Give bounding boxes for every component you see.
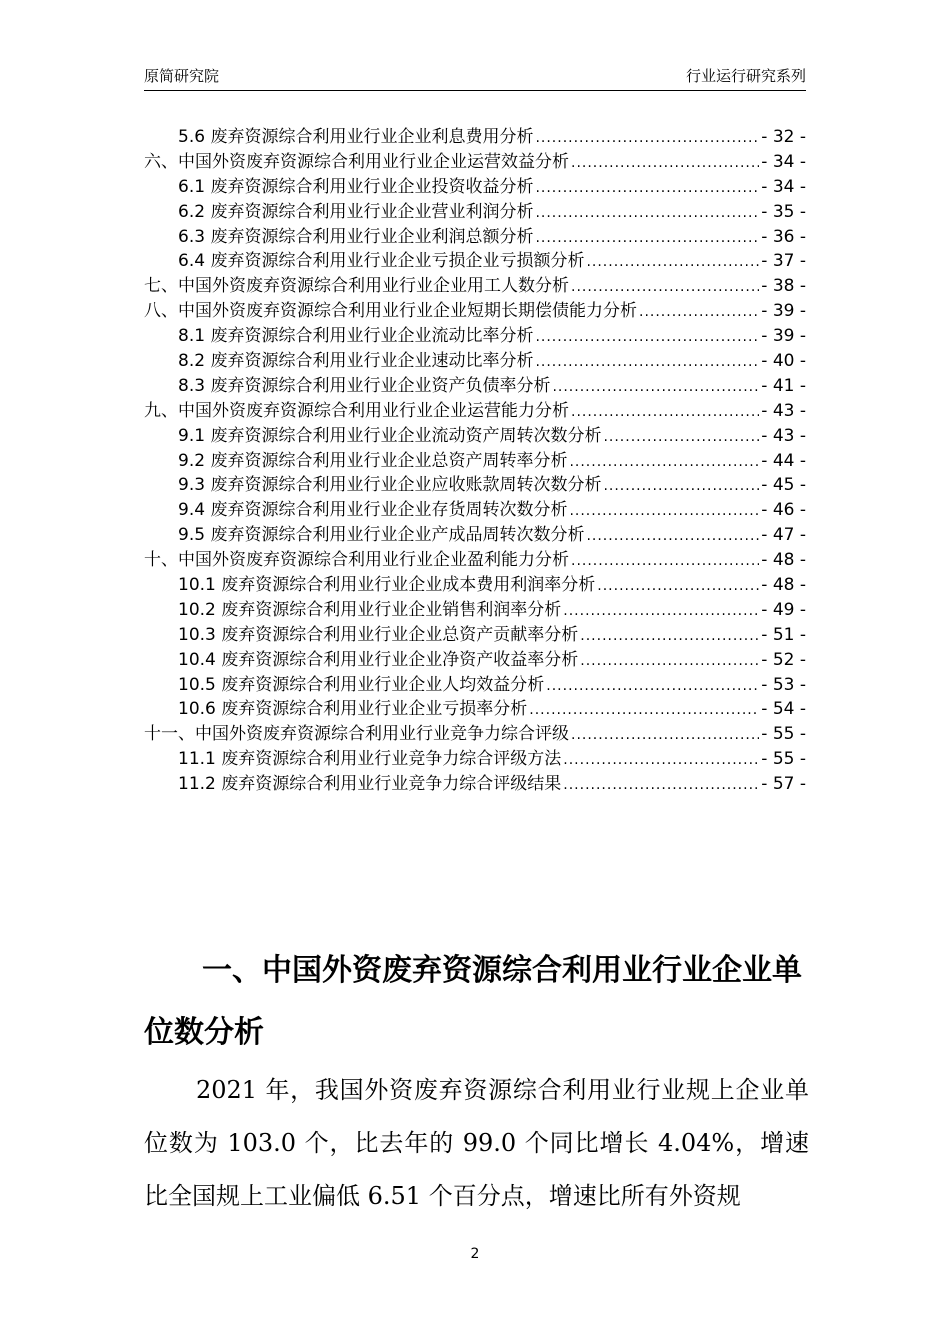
toc-entry-title: 10.1 废弃资源综合利用业行业企业成本费用利润率分析 (178, 575, 596, 596)
toc-entry[interactable] (144, 498, 806, 523)
section-paragraph: 2021 年，我国外资废弃资源综合利用业行业规上企业单位数为 103.0 个，比去年的 99.0 个同比增长 4.04%，增速比全国规上工业偏低 6.51 个百分点，增速比所有外资规 (144, 1076, 809, 1210)
toc-entry-page: - 48 - (761, 575, 806, 596)
toc-entry[interactable] (144, 772, 806, 797)
toc-entry[interactable] (144, 747, 806, 772)
toc-entry-title: 6.1 废弃资源综合利用业行业企业投资收益分析 (178, 176, 534, 197)
toc-entry-title: 10.5 废弃资源综合利用业行业企业人均效益分析 (178, 674, 545, 695)
toc-entry-page: - 48 - (761, 550, 806, 571)
toc-entry[interactable] (144, 473, 806, 498)
toc-entry-title: 10.3 废弃资源综合利用业行业企业总资产贡献率分析 (178, 624, 579, 645)
toc-entry-title: 10.6 废弃资源综合利用业行业企业亏损率分析 (178, 699, 528, 720)
toc-entry[interactable] (144, 424, 806, 449)
toc-leader-dots (529, 698, 759, 723)
toc-leader-dots (563, 599, 759, 624)
toc-entry-page: - 36 - (761, 226, 806, 247)
toc-leader-dots (535, 350, 759, 375)
toc-entry-title: 十一、中国外资废弃资源综合利用业行业竞争力综合评级 (144, 724, 569, 745)
toc-leader-dots (580, 624, 759, 649)
toc-entry-page: - 52 - (761, 649, 806, 670)
toc-entry-title: 六、中国外资废弃资源综合利用业行业企业运营效益分析 (144, 151, 569, 172)
toc-leader-dots (552, 375, 759, 400)
toc-leader-dots (571, 549, 759, 574)
toc-entry-page: - 39 - (761, 301, 806, 322)
toc-leader-dots (571, 151, 759, 176)
toc-entry-title: 9.5 废弃资源综合利用业行业企业产成品周转次数分析 (178, 525, 585, 546)
toc-leader-dots (535, 325, 759, 350)
toc-entry-page: - 45 - (761, 475, 806, 496)
toc-entry-title: 11.1 废弃资源综合利用业行业竞争力综合评级方法 (178, 749, 562, 770)
toc-entry-title: 9.2 废弃资源综合利用业行业企业总资产周转率分析 (178, 450, 568, 471)
toc-entry-page: - 53 - (761, 674, 806, 695)
toc-leader-dots (639, 300, 759, 325)
toc-entry-page: - 37 - (761, 251, 806, 272)
toc-entry-title: 八、中国外资废弃资源综合利用业行业企业短期长期偿债能力分析 (144, 301, 637, 322)
header-series-name: 行业运行研究系列 (685, 67, 806, 85)
toc-entry-title: 七、中国外资废弃资源综合利用业行业企业用工人数分析 (144, 276, 569, 297)
toc-entry-page: - 44 - (761, 450, 806, 471)
toc-leader-dots (571, 275, 759, 300)
toc-entry[interactable] (144, 349, 806, 374)
toc-entry-page: - 55 - (761, 749, 806, 770)
toc-entry[interactable] (144, 548, 806, 573)
section-heading: 一、中国外资废弃资源综合利用业行业企业单位数分析 (144, 953, 802, 1050)
toc-leader-dots (586, 524, 759, 549)
page-header (144, 62, 806, 91)
toc-entry[interactable] (144, 623, 806, 648)
toc-entry[interactable] (144, 697, 806, 722)
toc-entry[interactable] (144, 648, 806, 673)
header-org-name: 原简研究院 (144, 67, 220, 85)
toc-leader-dots (546, 674, 759, 699)
toc-entry-title: 8.2 废弃资源综合利用业行业企业速动比率分析 (178, 351, 534, 372)
toc-entry[interactable] (144, 274, 806, 299)
toc-entry[interactable] (144, 299, 806, 324)
toc-entry-title: 6.2 废弃资源综合利用业行业企业营业利润分析 (178, 201, 534, 222)
toc-entry-page: - 57 - (761, 774, 806, 795)
toc-entry[interactable] (144, 200, 806, 225)
toc-entry-page: - 49 - (761, 599, 806, 620)
toc-leader-dots (571, 723, 759, 748)
toc-entry-page: - 47 - (761, 525, 806, 546)
toc-entry-page: - 34 - (761, 176, 806, 197)
toc-leader-dots (563, 773, 759, 798)
toc-entry[interactable] (144, 150, 806, 175)
toc-entry[interactable] (144, 125, 806, 150)
toc-entry[interactable] (144, 324, 806, 349)
toc-entry-title: 9.3 废弃资源综合利用业行业企业应收账款周转次数分析 (178, 475, 602, 496)
toc-entry[interactable] (144, 722, 806, 747)
toc-entry-page: - 54 - (761, 699, 806, 720)
toc-entry-page: - 32 - (761, 127, 806, 147)
toc-leader-dots (535, 226, 759, 251)
toc-entry-title: 九、中国外资废弃资源综合利用业行业企业运营能力分析 (144, 400, 569, 421)
table-of-contents (144, 125, 806, 797)
toc-entry-page: - 43 - (761, 400, 806, 421)
toc-entry-page: - 43 - (761, 425, 806, 446)
toc-entry[interactable] (144, 374, 806, 399)
toc-entry[interactable] (144, 175, 806, 200)
toc-entry-page: - 51 - (761, 624, 806, 645)
toc-leader-dots (597, 574, 759, 599)
toc-leader-dots (563, 748, 759, 773)
toc-entry[interactable] (144, 573, 806, 598)
toc-leader-dots (535, 201, 759, 226)
toc-leader-dots (571, 400, 759, 425)
toc-entry-title: 6.4 废弃资源综合利用业行业企业亏损企业亏损额分析 (178, 251, 585, 272)
toc-entry-page: - 41 - (761, 375, 806, 396)
toc-leader-dots (569, 499, 759, 524)
toc-leader-dots (569, 450, 759, 475)
toc-entry-page: - 39 - (761, 326, 806, 347)
toc-entry-page: - 34 - (761, 151, 806, 172)
toc-entry-title: 8.3 废弃资源综合利用业行业企业资产负债率分析 (178, 375, 551, 396)
toc-entry-title: 6.3 废弃资源综合利用业行业企业利润总额分析 (178, 226, 534, 247)
toc-entry-title: 十、中国外资废弃资源综合利用业行业企业盈利能力分析 (144, 550, 569, 571)
toc-leader-dots (580, 649, 759, 674)
toc-leader-dots (603, 474, 759, 499)
page-number: 2 (470, 1246, 480, 1262)
toc-leader-dots (603, 425, 759, 450)
toc-entry[interactable] (144, 249, 806, 274)
toc-entry[interactable] (144, 523, 806, 548)
toc-leader-dots (535, 176, 759, 201)
toc-leader-dots (535, 126, 759, 151)
toc-entry-page: - 35 - (761, 201, 806, 222)
toc-entry-page: - 55 - (761, 724, 806, 745)
toc-entry-title: 9.1 废弃资源综合利用业行业企业流动资产周转次数分析 (178, 425, 602, 446)
toc-entry-page: - 46 - (761, 500, 806, 521)
toc-entry-title: 9.4 废弃资源综合利用业行业企业存货周转次数分析 (178, 500, 568, 521)
toc-entry-page: - 40 - (761, 351, 806, 372)
toc-entry[interactable] (144, 598, 806, 623)
toc-entry-page: - 38 - (761, 276, 806, 297)
toc-entry[interactable] (144, 399, 806, 424)
toc-entry-title: 8.1 废弃资源综合利用业行业企业流动比率分析 (178, 326, 534, 347)
toc-entry[interactable] (144, 449, 806, 474)
toc-entry[interactable] (144, 225, 806, 250)
toc-leader-dots (586, 250, 759, 275)
toc-entry-title: 11.2 废弃资源综合利用业行业竞争力综合评级结果 (178, 774, 562, 795)
toc-entry-title: 5.6 废弃资源综合利用业行业企业利息费用分析 (178, 127, 534, 147)
toc-entry-title: 10.4 废弃资源综合利用业行业企业净资产收益率分析 (178, 649, 579, 670)
toc-entry[interactable] (144, 673, 806, 698)
toc-entry-title: 10.2 废弃资源综合利用业行业企业销售利润率分析 (178, 599, 562, 620)
